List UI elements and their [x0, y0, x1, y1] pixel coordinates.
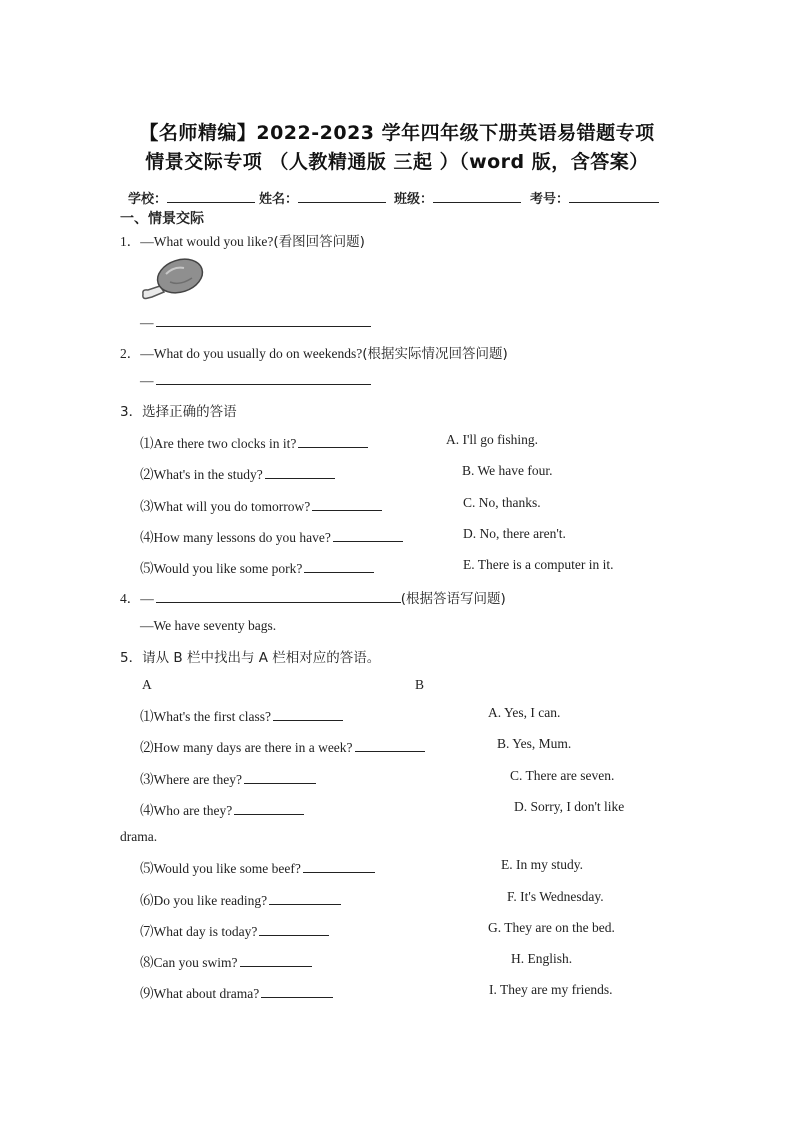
- answer-blank[interactable]: [234, 802, 304, 815]
- q5-option-f: F. It's Wednesday.: [507, 889, 604, 904]
- question-hint: (看图回答问题): [273, 234, 365, 250]
- question-5: [120, 646, 380, 666]
- question-number: 4．: [120, 591, 141, 606]
- q4-reply: —We have seventy bags.: [140, 618, 277, 633]
- answer-blank[interactable]: [333, 529, 403, 542]
- answer-blank[interactable]: [312, 498, 382, 511]
- question-instruction: 请从 B 栏中找出与 A 栏相对应的答语。: [142, 650, 381, 666]
- q3-option-d: D. No, there aren't.: [463, 526, 566, 541]
- q5-item-7: ⑺What day is today?: [140, 920, 329, 940]
- question-dash: —: [140, 591, 154, 606]
- school-field[interactable]: [128, 188, 255, 207]
- answer-blank[interactable]: [156, 372, 371, 385]
- q5-item-6: ⑹Do you like reading?: [140, 889, 341, 909]
- q3-option-c: C. No, thanks.: [463, 495, 541, 510]
- q5-option-c: C. There are seven.: [510, 768, 615, 783]
- name-field[interactable]: [259, 188, 386, 207]
- answer-blank[interactable]: [244, 771, 316, 784]
- q5-option-e: E. In my study.: [501, 857, 583, 872]
- exam-number-blank[interactable]: [569, 190, 659, 203]
- column-a-header: A: [142, 677, 152, 692]
- name-blank[interactable]: [298, 190, 386, 203]
- school-blank[interactable]: [167, 190, 255, 203]
- q5-item-9: ⑼What about drama?: [140, 982, 333, 1002]
- answer-blank[interactable]: [156, 590, 401, 603]
- q3-option-b: B. We have four.: [462, 463, 553, 478]
- q5-item-2: ⑵How many days are there in a week?: [140, 736, 425, 756]
- question-number: 2．: [120, 346, 141, 361]
- answer-blank[interactable]: [259, 923, 329, 936]
- name-label: 姓名：: [259, 192, 299, 207]
- exam-number-label: 考号：: [530, 192, 570, 207]
- answer-blank[interactable]: [355, 739, 425, 752]
- class-field[interactable]: [394, 188, 521, 207]
- q5-item-4: ⑷Who are they?: [140, 799, 304, 819]
- class-blank[interactable]: [433, 190, 521, 203]
- chicken-leg-icon: [140, 256, 206, 309]
- question-number: 3．: [120, 404, 143, 420]
- answer-line-2[interactable]: [140, 372, 371, 389]
- q3-item-1: ⑴Are there two clocks in it?: [140, 432, 368, 452]
- q5-item-8: ⑻Can you swim?: [140, 951, 312, 971]
- column-b-header: B: [415, 677, 425, 692]
- question-text: —What would you like?: [140, 234, 274, 249]
- answer-blank[interactable]: [303, 860, 375, 873]
- q5-option-b: B. Yes, Mum.: [497, 736, 572, 751]
- section-heading: 一、情景交际: [120, 211, 204, 227]
- page-title-line-2: 情景交际专项 （人教精通版 三起 ）（word 版，含答案）: [145, 151, 649, 173]
- question-hint: (根据实际情况回答问题): [362, 346, 508, 362]
- q5-item-3: ⑶Where are they?: [140, 768, 316, 788]
- question-4: [120, 587, 506, 607]
- question-hint: (根据答语写问题): [400, 591, 506, 607]
- q5-option-d: D. Sorry, I don't like: [514, 799, 625, 814]
- q5-option-i: I. They are my friends.: [489, 982, 613, 997]
- answer-blank[interactable]: [240, 954, 312, 967]
- answer-blank[interactable]: [156, 314, 371, 327]
- q5-option-d-wrap: drama.: [120, 829, 158, 844]
- q3-item-4: ⑷How many lessons do you have?: [140, 526, 403, 546]
- answer-dash: —: [140, 315, 154, 330]
- answer-blank[interactable]: [304, 560, 374, 573]
- page-title-line-1: 【名师精编】2022-2023 学年四年级下册英语易错题专项: [139, 122, 655, 144]
- q5-option-a: A. Yes, I can.: [488, 705, 561, 720]
- answer-blank[interactable]: [269, 892, 341, 905]
- q3-option-e: E. There is a computer in it.: [463, 557, 614, 572]
- q5-item-1: ⑴What's the first class?: [140, 705, 343, 725]
- answer-blank[interactable]: [298, 435, 368, 448]
- answer-line-1[interactable]: [140, 314, 371, 331]
- q3-option-a: A. I'll go fishing.: [446, 432, 539, 447]
- answer-blank[interactable]: [273, 708, 343, 721]
- answer-blank[interactable]: [261, 985, 333, 998]
- school-label: 学校：: [128, 192, 168, 207]
- answer-dash: —: [140, 373, 154, 388]
- answer-blank[interactable]: [265, 466, 335, 479]
- question-3: [120, 400, 237, 420]
- q3-item-5: ⑸Would you like some pork?: [140, 557, 374, 577]
- q3-item-2: ⑵What's in the study?: [140, 463, 335, 483]
- q3-item-3: ⑶What will you do tomorrow?: [140, 495, 382, 515]
- class-label: 班级：: [394, 192, 434, 207]
- q5-item-5: ⑸Would you like some beef?: [140, 857, 375, 877]
- question-1: [120, 230, 365, 250]
- q5-option-h: H. English.: [511, 951, 573, 966]
- exam-number-field[interactable]: [530, 188, 659, 207]
- question-instruction: 选择正确的答语: [142, 404, 237, 420]
- question-2: [120, 342, 508, 362]
- question-number: 1．: [120, 234, 141, 249]
- question-number: 5．: [120, 650, 143, 666]
- question-text: —What do you usually do on weekends?: [140, 346, 363, 361]
- q5-option-g: G. They are on the bed.: [488, 920, 615, 935]
